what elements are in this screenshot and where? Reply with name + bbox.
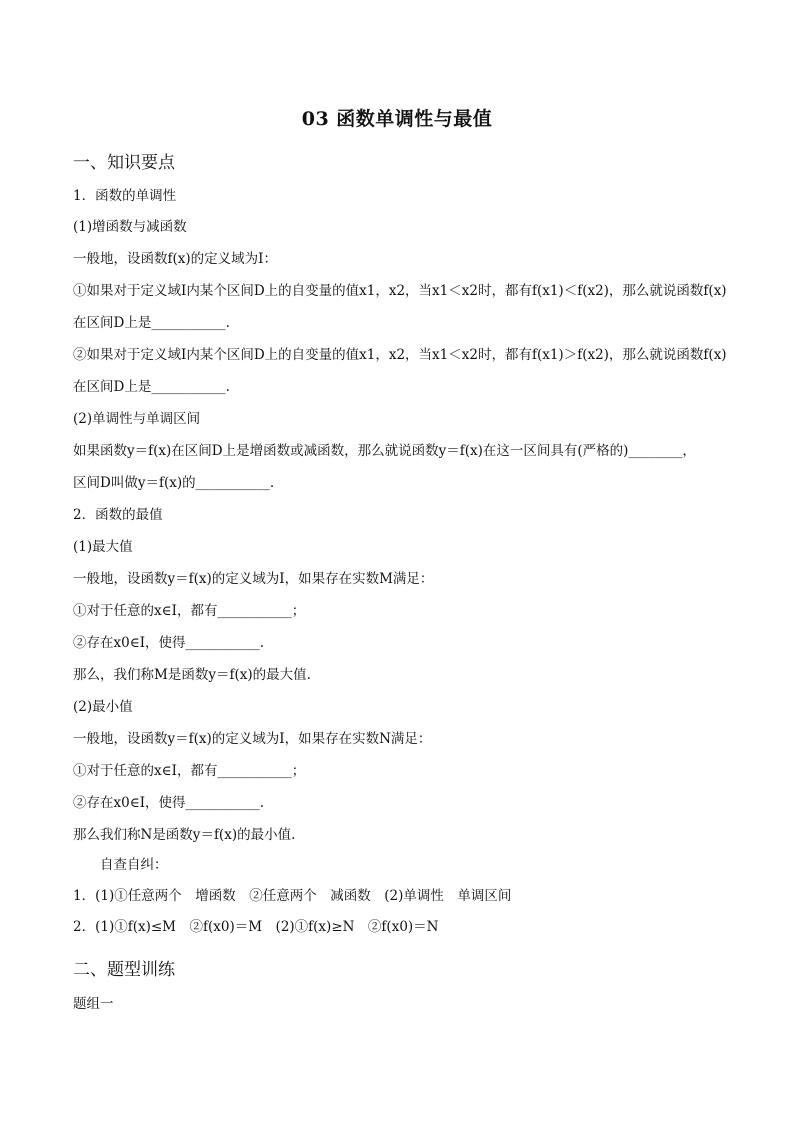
text-line-blank: 在区间D上是___________. xyxy=(73,379,230,395)
section-heading-practice: 二、题型训练 xyxy=(73,960,175,980)
answer-line-2: 2．(1)①f(x)≤M ②f(x0)＝M (2)①f(x)≥N ②f(x0)＝N xyxy=(73,919,439,935)
text-line-blank: ①对于任意的x∈I，都有___________； xyxy=(73,763,306,779)
page-title: 03 函数单调性与最值 xyxy=(301,108,493,130)
text-line: 如果函数y＝f(x)在区间D上是增函数或减函数，那么就说函数y＝f(x)在这一区间具有(严格的)________， xyxy=(73,443,696,459)
text-line-blank: 在区间D上是___________. xyxy=(73,315,230,331)
subheading-monotonic-interval: (2)单调性与单调区间 xyxy=(73,411,201,427)
text-line-blank: ②存在x0∈I，使得___________. xyxy=(73,635,265,651)
text-line-blank: ②存在x0∈I，使得___________. xyxy=(73,795,265,811)
subheading-maximum: (1)最大值 xyxy=(73,539,133,555)
text-line: 那么，我们称M是函数y＝f(x)的最大值. xyxy=(73,667,311,683)
text-line: 一般地，设函数y＝f(x)的定义域为I，如果存在实数M满足： xyxy=(73,571,434,587)
subheading-increasing-decreasing: (1)增函数与减函数 xyxy=(73,219,187,235)
group-label: 题组一 xyxy=(73,996,114,1012)
section-heading-knowledge: 一、知识要点 xyxy=(73,153,175,173)
text-line: 一般地，设函数y＝f(x)的定义域为I，如果存在实数N满足： xyxy=(73,731,432,747)
text-line-blank: 区间D叫做y＝f(x)的___________. xyxy=(73,475,275,491)
text-line: ①如果对于定义域I内某个区间D上的自变量的值x1，x2，当x1＜x2时，都有f(x1)＜f(x2)，那么就说函数f(x) xyxy=(73,283,727,299)
text-line-blank: ①对于任意的x∈I，都有___________； xyxy=(73,603,306,619)
heading-extrema: 2．函数的最值 xyxy=(73,507,163,523)
text-line: ②如果对于定义域I内某个区间D上的自变量的值x1，x2，当x1＜x2时，都有f(x1)＞f(x2)，那么就说函数f(x) xyxy=(73,347,727,363)
heading-monotonicity: 1．函数的单调性 xyxy=(73,188,177,204)
text-line: 那么我们称N是函数y＝f(x)的最小值. xyxy=(73,827,296,843)
self-check-label: 自查自纠： xyxy=(100,857,168,873)
subheading-minimum: (2)最小值 xyxy=(73,699,133,715)
answer-line-1: 1．(1)①任意两个 增函数 ②任意两个 减函数 (2)单调性 单调区间 xyxy=(73,888,512,904)
text-line: 一般地，设函数f(x)的定义域为I： xyxy=(73,251,277,267)
